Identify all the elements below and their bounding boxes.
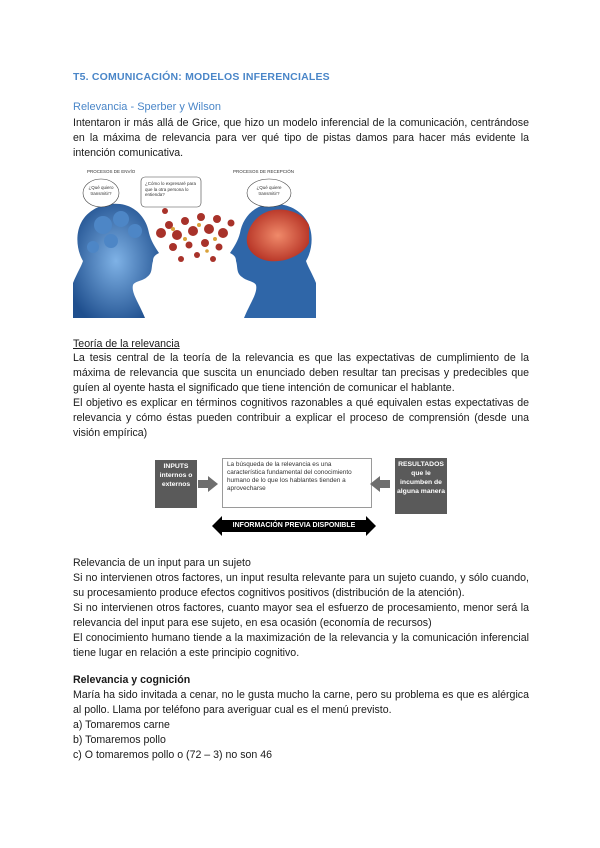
center-box xyxy=(222,458,372,508)
gear-stream xyxy=(156,208,235,262)
option-a: a) Tomaremos carne xyxy=(73,719,170,731)
arrow-right-icon xyxy=(198,476,218,492)
paragraph-text: María ha sido invitada a cenar, no le gusta mucho la carne, pero su problema es que es alérgica al pollo. Llama por teléfono para averiguar cual es el menú previsto. xyxy=(73,689,529,716)
relevance-diagram xyxy=(150,456,450,542)
illustration-heads-gears xyxy=(73,163,316,318)
paragraph-text: El objetivo es explicar en términos cognitivos razonables a qué equivalen estas expectativas de relevancia y cómo éstas pueden contribuir a explicar el proceso de comprensión (desde una visión empírica) xyxy=(73,397,529,439)
section-heading-teoria: Teoría de la relevancia xyxy=(73,338,180,350)
paragraph-text: Intentaron ir más allá de Grice, que hizo un modelo inferencial de la comunicación, centrándose en la máxima de relevancia para ver qué tipo de pistas damos para hacer más evidente la intención comunicativa. xyxy=(73,117,529,159)
option-c: c) O tomaremos pollo o (72 – 3) no son 46 xyxy=(73,749,273,761)
paragraph-text: Si no intervienen otros factores, un input resulta relevante para un sujeto cuando, y sólo cuando, su procesamiento produce efectos cognitivos positivos (distribución de la atención). xyxy=(73,572,529,599)
bottom-bar-label: INFORMACIÓN PREVIA DISPONIBLE xyxy=(232,522,356,529)
option-b: b) Tomaremos pollo xyxy=(73,734,166,746)
resultados-box: RESULTADOS que le incumben de alguna manera xyxy=(395,458,447,514)
bubble-center-text: ¿Cómo lo expresaré para que la otra persona lo entienda? xyxy=(145,181,197,197)
label-envio: PROCESOS DE ENVÍO xyxy=(87,169,136,174)
arrow-left-icon xyxy=(370,476,390,492)
document-title: T5. COMUNICACIÓN: MODELOS INFERENCIALES xyxy=(73,71,330,83)
section-heading-input: Relevancia de un input para un sujeto xyxy=(73,557,251,569)
section-relevancia-input xyxy=(73,556,529,661)
paragraph-teoria xyxy=(73,351,529,441)
inputs-box: INPUTS internos o externos xyxy=(155,460,197,508)
label-recepcion: PROCESOS DE RECEPCIÓN xyxy=(233,169,295,174)
paragraph-text: El conocimiento humano tiende a la maximización de la relevancia y la comunicación inferencial tiene lugar en relación a este principio cognitivo. xyxy=(73,632,529,659)
center-box-text: La búsqueda de la relevancia es una característica fundamental del conocimiento humano de lo que los hablantes tienden a aprovecharse xyxy=(227,461,352,492)
paragraph-text: La tesis central de la teoría de la relevancia es que las expectativas de cumplimiento de la máxima de relevancia que suscita un enunciado deben resultar tan precisas y predecibles que guíen al oyente hasta el significado que tiene intención de comunicar el hablante. xyxy=(73,352,529,394)
bubble-left-text: ¿Qué quiero transmitir? xyxy=(88,185,114,196)
section-heading-relevancia: Relevancia - Sperber y Wilson xyxy=(73,101,221,113)
section-cognicion xyxy=(73,688,529,763)
bubble-right-text: ¿Qué quiere transmitir? xyxy=(256,185,282,196)
section-heading-cognicion: Relevancia y cognición xyxy=(73,674,191,686)
paragraph-text: Si no intervienen otros factores, cuanto mayor sea el esfuerzo de procesamiento, menor será la relevancia del input para ese sujeto, en esa ocasión (economía de recursos) xyxy=(73,602,529,629)
paragraph-intro xyxy=(73,116,529,161)
